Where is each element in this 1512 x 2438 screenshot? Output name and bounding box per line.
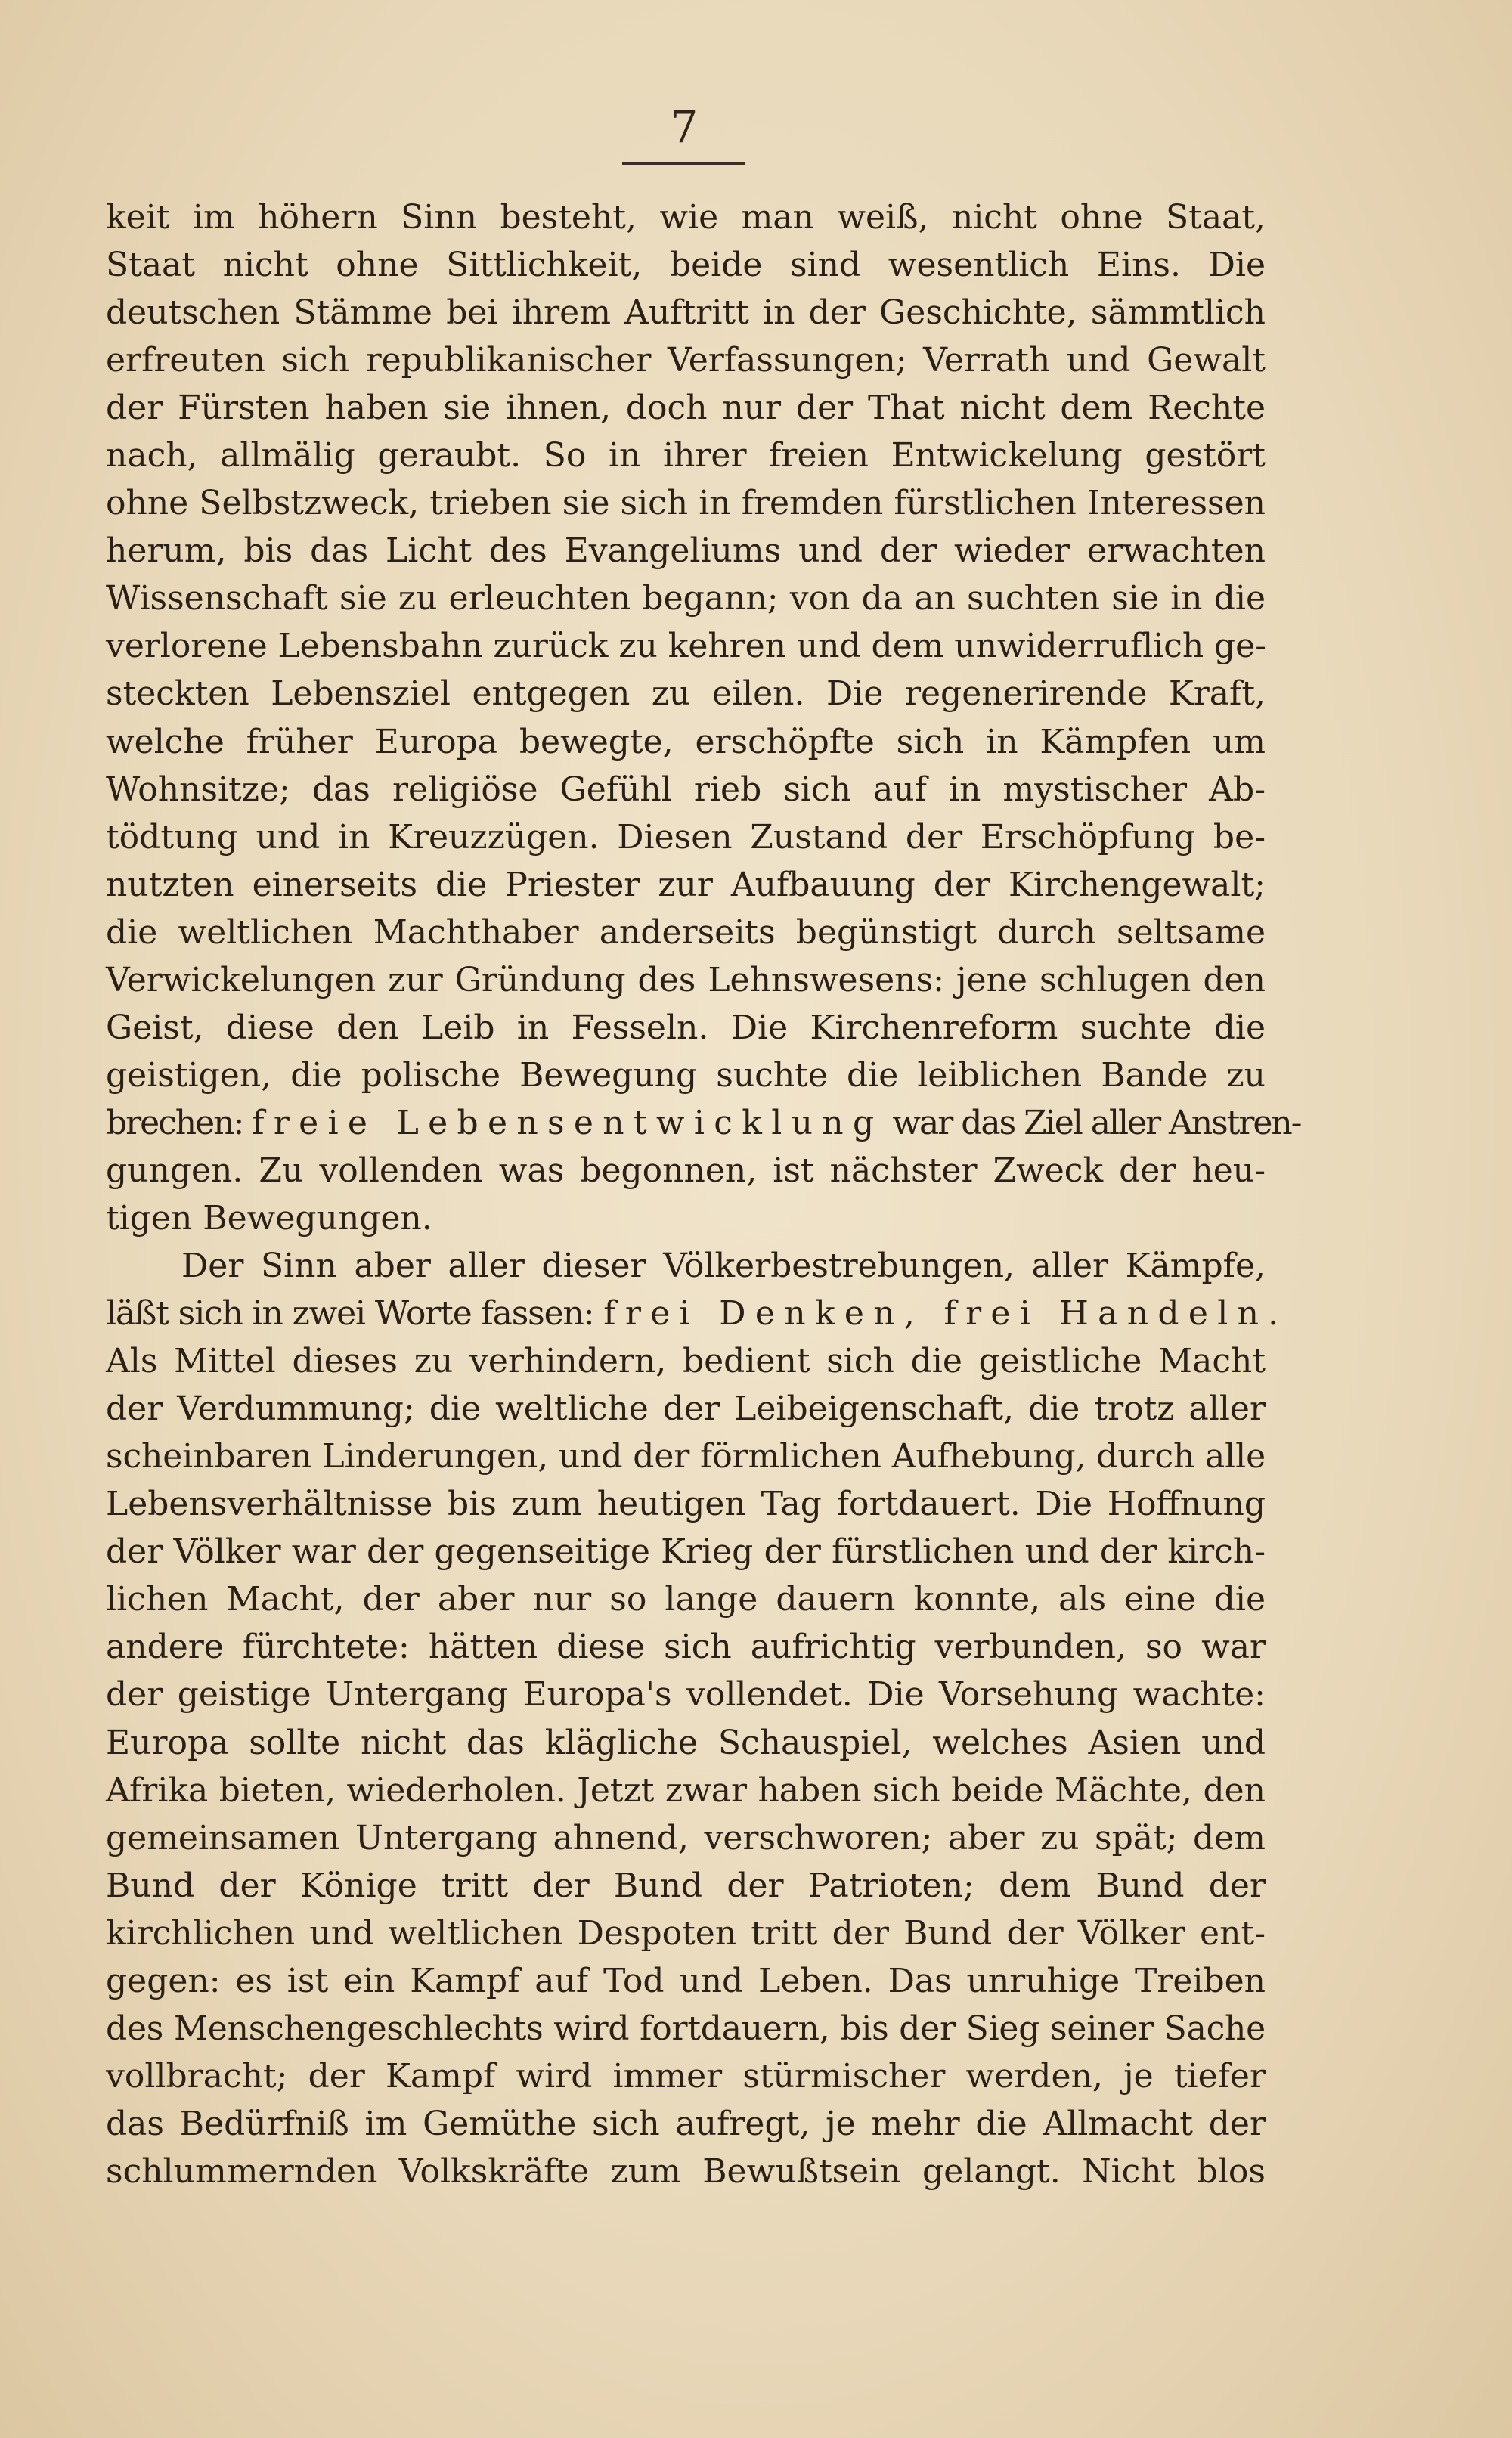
- body-text: [106, 194, 1301, 2195]
- text-line: herum, bis das Licht des Evangeliums und der wieder erwachten: [106, 531, 1266, 571]
- text-line: deutschen Stämme bei ihrem Auftritt in der Geschichte, sämmtlich: [106, 293, 1266, 333]
- text-line: Staat nicht ohne Sittlichkeit, beide sind wesentlich Eins. Die: [106, 246, 1266, 285]
- text-line: steckten Lebensziel entgegen zu eilen. Die regenerirende Kraft,: [106, 674, 1266, 714]
- text-line: Wissenschaft sie zu erleuchten begann; von da an suchten sie in die: [106, 579, 1266, 618]
- text-line: Der Sinn aber aller dieser Völkerbestrebungen, aller Kämpfe,: [181, 1247, 1266, 1286]
- emphasized-text: freie Lebensentwicklung: [252, 1103, 884, 1142]
- text-line: scheinbaren Linderungen, und der förmlichen Aufhebung, durch alle: [106, 1437, 1266, 1476]
- text-line: die weltlichen Machthaber anderseits begünstigt durch seltsame: [106, 912, 1266, 952]
- text-line: nutzten einerseits die Priester zur Aufbauung der Kirchengewalt;: [106, 865, 1266, 904]
- text-line: Geist, diese den Leib in Fesseln. Die Kirchenreform suchte die: [106, 1008, 1266, 1047]
- text-line: [106, 1290, 1288, 1337]
- text-line: der geistige Untergang Europa's vollendet. Die Vorsehung wachte:: [106, 1675, 1266, 1715]
- text-line: schlummernden Volkskräfte zum Bewußtsein gelangt. Nicht blos: [106, 2151, 1266, 2191]
- text-line: das Bedürfniß im Gemüthe sich aufregt, je mehr die Allmacht der: [106, 2104, 1266, 2143]
- text-line: der Völker war der gegenseitige Krieg der fürstlichen und der kirch-: [106, 1532, 1266, 1572]
- header-rule: [622, 162, 745, 165]
- text-line: erfreuten sich republikanischer Verfassungen; Verrath und Gewalt: [106, 341, 1266, 380]
- text-line: Als Mittel dieses zu verhindern, bedient sich die geistliche Macht: [106, 1342, 1266, 1381]
- text-line: lichen Macht, der aber nur so lange dauern konnte, als eine die: [106, 1580, 1266, 1619]
- text-line: Europa sollte nicht das klägliche Schauspiel, welches Asien und: [106, 1723, 1266, 1762]
- text-line: keit im höhern Sinn besteht, wie man weiß, nicht ohne Staat,: [106, 198, 1266, 237]
- page-number: 7: [670, 101, 699, 153]
- text-line: welche früher Europa bewegte, erschöpfte sich in Kämpfen um: [106, 722, 1266, 761]
- text-line: Bund der Könige tritt der Bund der Patrioten; dem Bund der: [106, 1866, 1266, 1905]
- text-line: kirchlichen und weltlichen Despoten tritt der Bund der Völker ent-: [106, 1913, 1266, 1953]
- text-line: gungen. Zu vollenden was begonnen, ist nächster Zweck der heu-: [106, 1151, 1266, 1190]
- text-line: verlorene Lebensbahn zurück zu kehren und dem unwiderruflich ge-: [106, 627, 1267, 666]
- text-line: andere fürchtete: hätten diese sich aufrichtig verbunden, so war: [106, 1628, 1266, 1667]
- text-segment: war das Ziel aller Anstren-: [883, 1103, 1301, 1142]
- text-line: der Verdummung; die weltliche der Leibeigenschaft, die trotz aller: [106, 1389, 1266, 1429]
- text-line: gemeinsamen Untergang ahnend, verschworen; aber zu spät; dem: [106, 1818, 1266, 1857]
- text-line: nach, allmälig geraubt. So in ihrer freien Entwickelung gestört: [106, 436, 1266, 476]
- emphasized-text: frei Denken, frei Handeln.: [603, 1294, 1288, 1334]
- text-line: Verwickelungen zur Gründung des Lehnswesens: jene schlugen den: [106, 960, 1266, 999]
- text-segment: läßt sich in zwei Worte fassen:: [106, 1294, 604, 1334]
- text-segment: brechen:: [106, 1103, 253, 1142]
- text-line: Afrika bieten, wiederholen. Jetzt zwar haben sich beide Mächte, den: [106, 1770, 1266, 1810]
- text-line: gegen: es ist ein Kampf auf Tod und Leben. Das unruhige Treiben: [106, 1961, 1266, 2000]
- text-line: [106, 1099, 1301, 1147]
- text-line: der Fürsten haben sie ihnen, doch nur der That nicht dem Rechte: [106, 389, 1266, 428]
- text-line: geistigen, die polische Bewegung suchte die leiblichen Bande zu: [106, 1055, 1266, 1095]
- text-line: tödtung und in Kreuzzügen. Diesen Zustand der Erschöpfung be-: [106, 817, 1266, 857]
- text-line: vollbracht; der Kampf wird immer stürmischer werden, je tiefer: [106, 2056, 1266, 2096]
- text-line: Wohnsitze; das religiöse Gefühl rieb sich auf in mystischer Ab-: [106, 770, 1266, 809]
- text-line: Lebensverhältnisse bis zum heutigen Tag fortdauert. Die Hoffnung: [106, 1485, 1266, 1524]
- text-line: ohne Selbstzweck, trieben sie sich in fremden fürstlichen Interessen: [106, 484, 1266, 523]
- text-line: des Menschengeschlechts wird fortdauern, bis der Sieg seiner Sache: [106, 2009, 1266, 2048]
- text-line: tigen Bewegungen.: [106, 1198, 432, 1238]
